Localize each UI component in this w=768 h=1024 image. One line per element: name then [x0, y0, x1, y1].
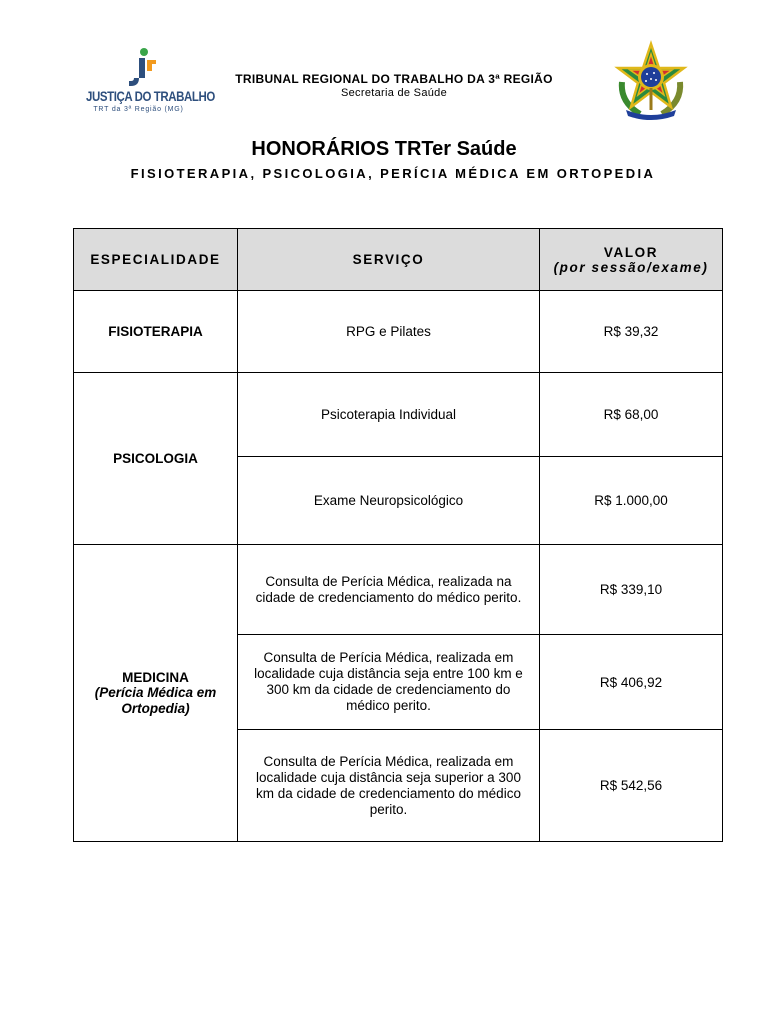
department-name: Secretaria de Saúde: [341, 87, 447, 99]
service-cell: Consulta de Perícia Médica, realizada em localidade cuja distância seja entre 100 km e 300 km da cidade de credenciamento do médico perito.: [238, 635, 540, 730]
value-cell: R$ 406,92: [540, 635, 723, 730]
service-cell: Psicoterapia Individual: [238, 373, 540, 457]
column-header-specialty: ESPECIALIDADE: [74, 229, 238, 291]
institution-header: [180, 72, 608, 99]
column-header-value-label: VALOR: [603, 244, 659, 260]
service-cell: Consulta de Perícia Médica, realizada na cidade de credenciamento do médico perito.: [238, 545, 540, 635]
value-cell: R$ 68,00: [540, 373, 723, 457]
logo-brand-text: JUSTIÇA DO TRABALHO: [86, 88, 215, 104]
institution-name: TRIBUNAL REGIONAL DO TRABALHO DA 3ª REGIÃO: [235, 72, 553, 86]
logo-mark-icon: [126, 48, 158, 88]
table-row: [74, 291, 723, 373]
service-cell: Exame Neuropsicológico: [238, 457, 540, 545]
specialty-cell-medicina: [74, 545, 238, 842]
value-cell: R$ 339,10: [540, 545, 723, 635]
service-cell: RPG e Pilates: [238, 291, 540, 373]
specialty-note-medicina: (Perícia Médica em Ortopedia): [94, 684, 217, 716]
table-header-row: [74, 229, 723, 291]
specialty-cell-psicologia: PSICOLOGIA: [74, 373, 238, 545]
fees-table: [73, 228, 723, 842]
table-row: [74, 545, 723, 635]
table-row: [74, 373, 723, 457]
value-cell: R$ 39,32: [540, 291, 723, 373]
column-header-value-unit: (por sessão/exame): [553, 259, 709, 275]
column-header-value: [540, 229, 723, 291]
value-cell: R$ 1.000,00: [540, 457, 723, 545]
column-header-service: SERVIÇO: [238, 229, 540, 291]
value-cell: R$ 542,56: [540, 730, 723, 842]
specialty-name-medicina: MEDICINA: [122, 669, 189, 685]
specialty-cell-fisioterapia: FISIOTERAPIA: [74, 291, 238, 373]
service-cell: Consulta de Perícia Médica, realizada em localidade cuja distância seja superior a 300 km da cidade de credenciamento do médico perito.: [238, 730, 540, 842]
page-subtitle: FISIOTERAPIA, PSICOLOGIA, PERÍCIA MÉDICA EM ORTOPEDIA: [130, 166, 656, 181]
logo-subtitle: TRT da 3ª Região (MG): [93, 106, 184, 113]
brazil-coat-of-arms-icon: [612, 40, 690, 122]
page-title: HONORÁRIOS TRTer Saúde: [251, 138, 517, 160]
